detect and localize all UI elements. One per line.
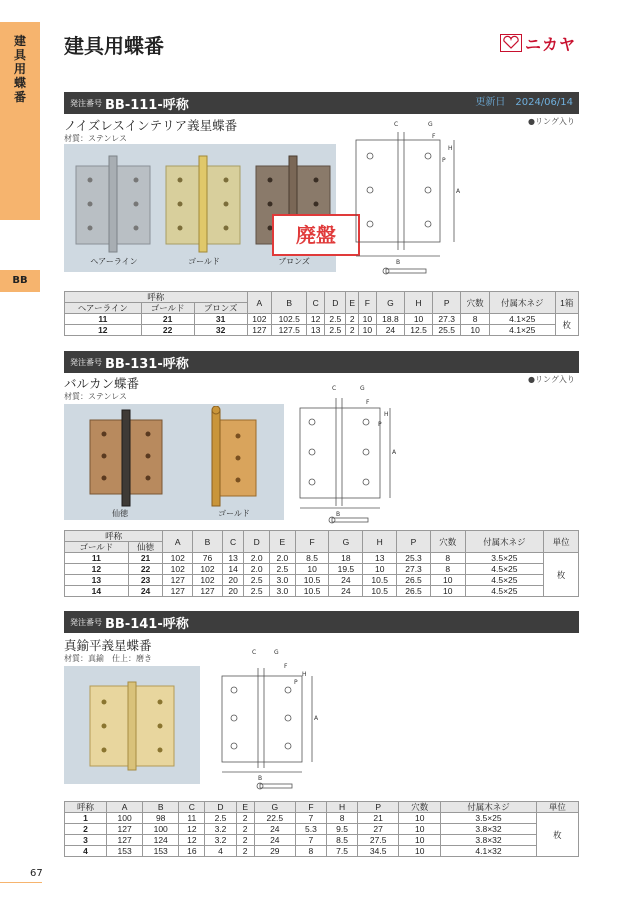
- cell: 12: [65, 564, 129, 575]
- cell: 3: [65, 835, 107, 846]
- col-header: P: [358, 802, 399, 813]
- logo-text: ニカヤ: [525, 34, 577, 54]
- col-header: C: [179, 802, 205, 813]
- cell: 12: [179, 824, 205, 835]
- hinge-drawing-bb111: [350, 118, 462, 280]
- cell: 4.1×25: [490, 325, 556, 336]
- hinge-brass-image: [88, 680, 176, 772]
- cell: 27.3: [433, 314, 461, 325]
- col-header: B: [272, 292, 307, 314]
- cell: 3.2: [205, 824, 236, 835]
- cell: 127: [247, 325, 272, 336]
- cell: 11: [65, 314, 142, 325]
- cell: 2: [236, 846, 254, 857]
- section-header-bb111: [64, 92, 579, 114]
- cell: 11: [179, 813, 205, 824]
- unit-cell: 枚: [544, 553, 579, 597]
- caption-gold: ゴールド: [218, 509, 250, 518]
- col-header: A: [107, 802, 143, 813]
- table-row: [65, 575, 579, 586]
- page-title: 建具用蝶番: [64, 34, 164, 58]
- col-header: G: [254, 802, 295, 813]
- cell: 2: [346, 325, 358, 336]
- cell: 1: [65, 813, 107, 824]
- cell: 13: [363, 553, 397, 564]
- col-header: G: [376, 292, 404, 314]
- cell: 2.5: [244, 586, 270, 597]
- cell: 19.5: [329, 564, 363, 575]
- col-header: B: [193, 531, 223, 553]
- cell: 2: [236, 835, 254, 846]
- ring-note: ●リング入り: [528, 375, 575, 384]
- cell: 10: [399, 824, 441, 835]
- col-header: E: [346, 292, 358, 314]
- cell: 3.5×25: [441, 813, 537, 824]
- col-header: 穴数: [461, 292, 490, 314]
- cell: 2: [236, 813, 254, 824]
- cell: 18.8: [376, 314, 404, 325]
- cell: 102: [193, 575, 223, 586]
- cell: 24: [128, 586, 163, 597]
- cell: 21: [358, 813, 399, 824]
- product-photo: [64, 666, 200, 784]
- cell: 153: [107, 846, 143, 857]
- cell: 26.5: [397, 586, 431, 597]
- cell: 8: [430, 564, 465, 575]
- update-date: 更新日 2024/06/14: [475, 97, 573, 108]
- col-header: H: [363, 531, 397, 553]
- cell: 7: [295, 813, 326, 824]
- cell: 10: [399, 846, 441, 857]
- cell: 20: [222, 586, 244, 597]
- caption-sentoku: 仙徳: [112, 509, 128, 518]
- cell: 102.5: [272, 314, 307, 325]
- cell: 8.5: [295, 553, 329, 564]
- col-header: 単位: [544, 531, 579, 553]
- spec-table-bb111: [64, 291, 579, 336]
- table-row: [65, 553, 579, 564]
- material-note: 材質：ステンレス: [64, 392, 127, 401]
- sub-header: ブロンズ: [194, 303, 247, 314]
- cell: 10.5: [295, 575, 329, 586]
- sub-header: ヘアーライン: [65, 303, 142, 314]
- side-tab-section: BB: [0, 270, 40, 292]
- col-header: E: [270, 531, 296, 553]
- cell: 100: [143, 824, 179, 835]
- cell: 18: [329, 553, 363, 564]
- cell: 127.5: [272, 325, 307, 336]
- cell: 3.2: [205, 835, 236, 846]
- cell: 8: [430, 553, 465, 564]
- cell: 2.0: [244, 553, 270, 564]
- dim-label: F: [432, 133, 436, 140]
- cell: 76: [193, 553, 223, 564]
- col-header: F: [295, 531, 329, 553]
- cell: 10: [399, 835, 441, 846]
- dim-label: B: [336, 511, 341, 518]
- cell: 13: [222, 553, 244, 564]
- cell: 10: [404, 314, 432, 325]
- product-code: BB-111-呼称: [105, 97, 189, 113]
- cell: 127: [193, 586, 223, 597]
- order-number-label: 発注番号: [70, 98, 102, 108]
- cell: 29: [254, 846, 295, 857]
- table-row: [65, 314, 579, 325]
- cell: 10: [358, 314, 376, 325]
- sub-header: ゴールド: [65, 542, 129, 553]
- cell: 4: [205, 846, 236, 857]
- page-number: 67: [30, 868, 43, 879]
- col-header: H: [404, 292, 432, 314]
- discontinued-stamp: 廃盤: [272, 214, 360, 256]
- col-header: A: [247, 292, 272, 314]
- cell: 3.0: [270, 586, 296, 597]
- dim-label: H: [448, 145, 453, 152]
- cell: 8: [461, 314, 490, 325]
- hinge-hairline-image: [74, 152, 152, 256]
- unit-cell: 枚: [555, 314, 578, 336]
- cell: 10: [399, 813, 441, 824]
- cell: 12: [307, 314, 325, 325]
- cell: 13: [65, 575, 129, 586]
- cell: 10.5: [363, 586, 397, 597]
- cell: 100: [107, 813, 143, 824]
- cell: 4.5×25: [465, 586, 544, 597]
- cell: 102: [163, 553, 193, 564]
- cell: 10.5: [363, 575, 397, 586]
- cell: 27.5: [358, 835, 399, 846]
- cell: 22: [141, 325, 194, 336]
- cell: 7.5: [326, 846, 357, 857]
- cell: 7: [295, 835, 326, 846]
- cell: 25.5: [433, 325, 461, 336]
- cell: 24: [254, 835, 295, 846]
- heart-icon: [500, 34, 522, 52]
- order-number-label: 発注番号: [70, 357, 102, 367]
- dim-label: P: [378, 421, 382, 428]
- order-number-label: 発注番号: [70, 617, 102, 627]
- cell: 102: [163, 564, 193, 575]
- cell: 24: [254, 824, 295, 835]
- cell: 2.5: [325, 325, 346, 336]
- cell: 24: [329, 586, 363, 597]
- cell: 12.5: [404, 325, 432, 336]
- cell: 31: [194, 314, 247, 325]
- col-header: D: [244, 531, 270, 553]
- cell: 8: [295, 846, 326, 857]
- section-header-bb131: [64, 351, 579, 373]
- spec-table-bb131: [64, 530, 579, 597]
- side-tab-title: 建具用蝶番: [14, 34, 27, 104]
- cell: 3.0: [270, 575, 296, 586]
- cell: 21: [141, 314, 194, 325]
- cell: 102: [193, 564, 223, 575]
- cell: 4.1×32: [441, 846, 537, 857]
- col-header: H: [326, 802, 357, 813]
- col-header: 1箱: [555, 292, 578, 314]
- col-header: P: [397, 531, 431, 553]
- col-header: A: [163, 531, 193, 553]
- cell: 12: [179, 835, 205, 846]
- col-header: 呼称: [65, 802, 107, 813]
- side-tab: [0, 22, 40, 220]
- col-header: 穴数: [399, 802, 441, 813]
- cell: 10: [430, 586, 465, 597]
- cell: 5.3: [295, 824, 326, 835]
- table-row: [65, 564, 579, 575]
- cell: 127: [163, 575, 193, 586]
- product-code: BB-141-呼称: [105, 616, 189, 632]
- dim-label: C: [332, 385, 337, 392]
- col-header: E: [236, 802, 254, 813]
- dim-label: P: [294, 679, 298, 686]
- col-header: 穴数: [430, 531, 465, 553]
- cell: 20: [222, 575, 244, 586]
- page-number-rule: [0, 882, 42, 883]
- cell: 3.5×25: [465, 553, 544, 564]
- col-header: G: [329, 531, 363, 553]
- col-header: P: [433, 292, 461, 314]
- material-note: 材質：真鍮 仕上：磨き: [64, 654, 152, 663]
- cell: 3.8×32: [441, 835, 537, 846]
- hinge-drawing-bb131: [296, 382, 400, 528]
- dim-label: P: [442, 157, 446, 164]
- cell: 32: [194, 325, 247, 336]
- col-header: C: [222, 531, 244, 553]
- cell: 2.5: [205, 813, 236, 824]
- cell: 10: [295, 564, 329, 575]
- col-header: B: [143, 802, 179, 813]
- col-header: 付属木ネジ: [490, 292, 556, 314]
- dim-label: C: [394, 121, 399, 128]
- cell: 10: [358, 325, 376, 336]
- hinge-gold-image: [204, 406, 260, 508]
- cell: 9.5: [326, 824, 357, 835]
- cell: 10: [461, 325, 490, 336]
- table-row: [65, 586, 579, 597]
- dim-label: G: [428, 121, 433, 128]
- cell: 127: [107, 835, 143, 846]
- dim-label: F: [366, 399, 370, 406]
- col-header: F: [295, 802, 326, 813]
- dim-label: G: [360, 385, 365, 392]
- col-header: C: [307, 292, 325, 314]
- product-photo: [64, 404, 284, 520]
- material-note: 材質：ステンレス: [64, 134, 127, 143]
- cell: 127: [163, 586, 193, 597]
- cell: 11: [65, 553, 129, 564]
- table-group-header: 呼称: [65, 531, 163, 542]
- col-header: 単位: [536, 802, 578, 813]
- table-row: [65, 325, 579, 336]
- dim-label: A: [314, 715, 319, 722]
- cell: 16: [179, 846, 205, 857]
- cell: 10: [430, 575, 465, 586]
- brand-logo: [500, 32, 576, 54]
- dim-label: B: [258, 775, 263, 782]
- caption-hairline: ヘアーライン: [90, 257, 138, 266]
- cell: 98: [143, 813, 179, 824]
- cell: 2.5: [244, 575, 270, 586]
- product-title: バルカン蝶番: [64, 376, 140, 391]
- cell: 13: [307, 325, 325, 336]
- cell: 4.5×25: [465, 575, 544, 586]
- cell: 8.5: [326, 835, 357, 846]
- unit-cell: 枚: [536, 813, 578, 857]
- dim-label: A: [392, 449, 397, 456]
- dim-label: H: [384, 411, 389, 418]
- product-title: 真鍮平義星蝶番: [64, 638, 152, 653]
- ring-note: ●リング入り: [528, 117, 575, 126]
- sub-header: ゴールド: [141, 303, 194, 314]
- col-header: 付属木ネジ: [465, 531, 544, 553]
- cell: 27: [358, 824, 399, 835]
- cell: 26.5: [397, 575, 431, 586]
- hinge-gold-image: [164, 152, 242, 256]
- table-row: [65, 835, 579, 846]
- col-header: D: [205, 802, 236, 813]
- cell: 4.5×25: [465, 564, 544, 575]
- caption-bronze: ブロンズ: [278, 257, 310, 266]
- cell: 27.3: [397, 564, 431, 575]
- cell: 2: [346, 314, 358, 325]
- col-header: D: [325, 292, 346, 314]
- cell: 2: [236, 824, 254, 835]
- cell: 14: [222, 564, 244, 575]
- col-header: F: [358, 292, 376, 314]
- dim-label: H: [302, 671, 307, 678]
- cell: 12: [65, 325, 142, 336]
- dim-label: C: [252, 649, 257, 656]
- table-row: [65, 846, 579, 857]
- dim-label: G: [274, 649, 279, 656]
- cell: 2.5: [325, 314, 346, 325]
- cell: 22.5: [254, 813, 295, 824]
- cell: 2: [65, 824, 107, 835]
- cell: 25.3: [397, 553, 431, 564]
- dim-label: A: [456, 188, 461, 195]
- cell: 153: [143, 846, 179, 857]
- cell: 24: [376, 325, 404, 336]
- cell: 34.5: [358, 846, 399, 857]
- cell: 8: [326, 813, 357, 824]
- sub-header: 仙徳: [128, 542, 163, 553]
- cell: 2.5: [270, 564, 296, 575]
- cell: 4.1×25: [490, 314, 556, 325]
- cell: 14: [65, 586, 129, 597]
- cell: 4: [65, 846, 107, 857]
- cell: 102: [247, 314, 272, 325]
- caption-gold: ゴールド: [188, 257, 220, 266]
- col-header: 付属木ネジ: [441, 802, 537, 813]
- dim-label: F: [284, 663, 288, 670]
- cell: 22: [128, 564, 163, 575]
- table-row: [65, 824, 579, 835]
- cell: 21: [128, 553, 163, 564]
- hinge-sentoku-image: [86, 408, 166, 508]
- dim-label: B: [396, 259, 401, 266]
- section-header-bb141: [64, 611, 579, 633]
- cell: 2.0: [244, 564, 270, 575]
- cell: 124: [143, 835, 179, 846]
- hinge-drawing-bb141: [218, 646, 322, 794]
- table-row: [65, 813, 579, 824]
- product-title: ノイズレスインテリア義星蝶番: [64, 118, 238, 133]
- spec-table-bb141: [64, 801, 579, 857]
- table-group-header: 呼称: [65, 292, 248, 303]
- cell: 127: [107, 824, 143, 835]
- cell: 24: [329, 575, 363, 586]
- product-code: BB-131-呼称: [105, 356, 189, 372]
- cell: 10: [363, 564, 397, 575]
- cell: 23: [128, 575, 163, 586]
- cell: 3.8×32: [441, 824, 537, 835]
- cell: 10.5: [295, 586, 329, 597]
- cell: 2.0: [270, 553, 296, 564]
